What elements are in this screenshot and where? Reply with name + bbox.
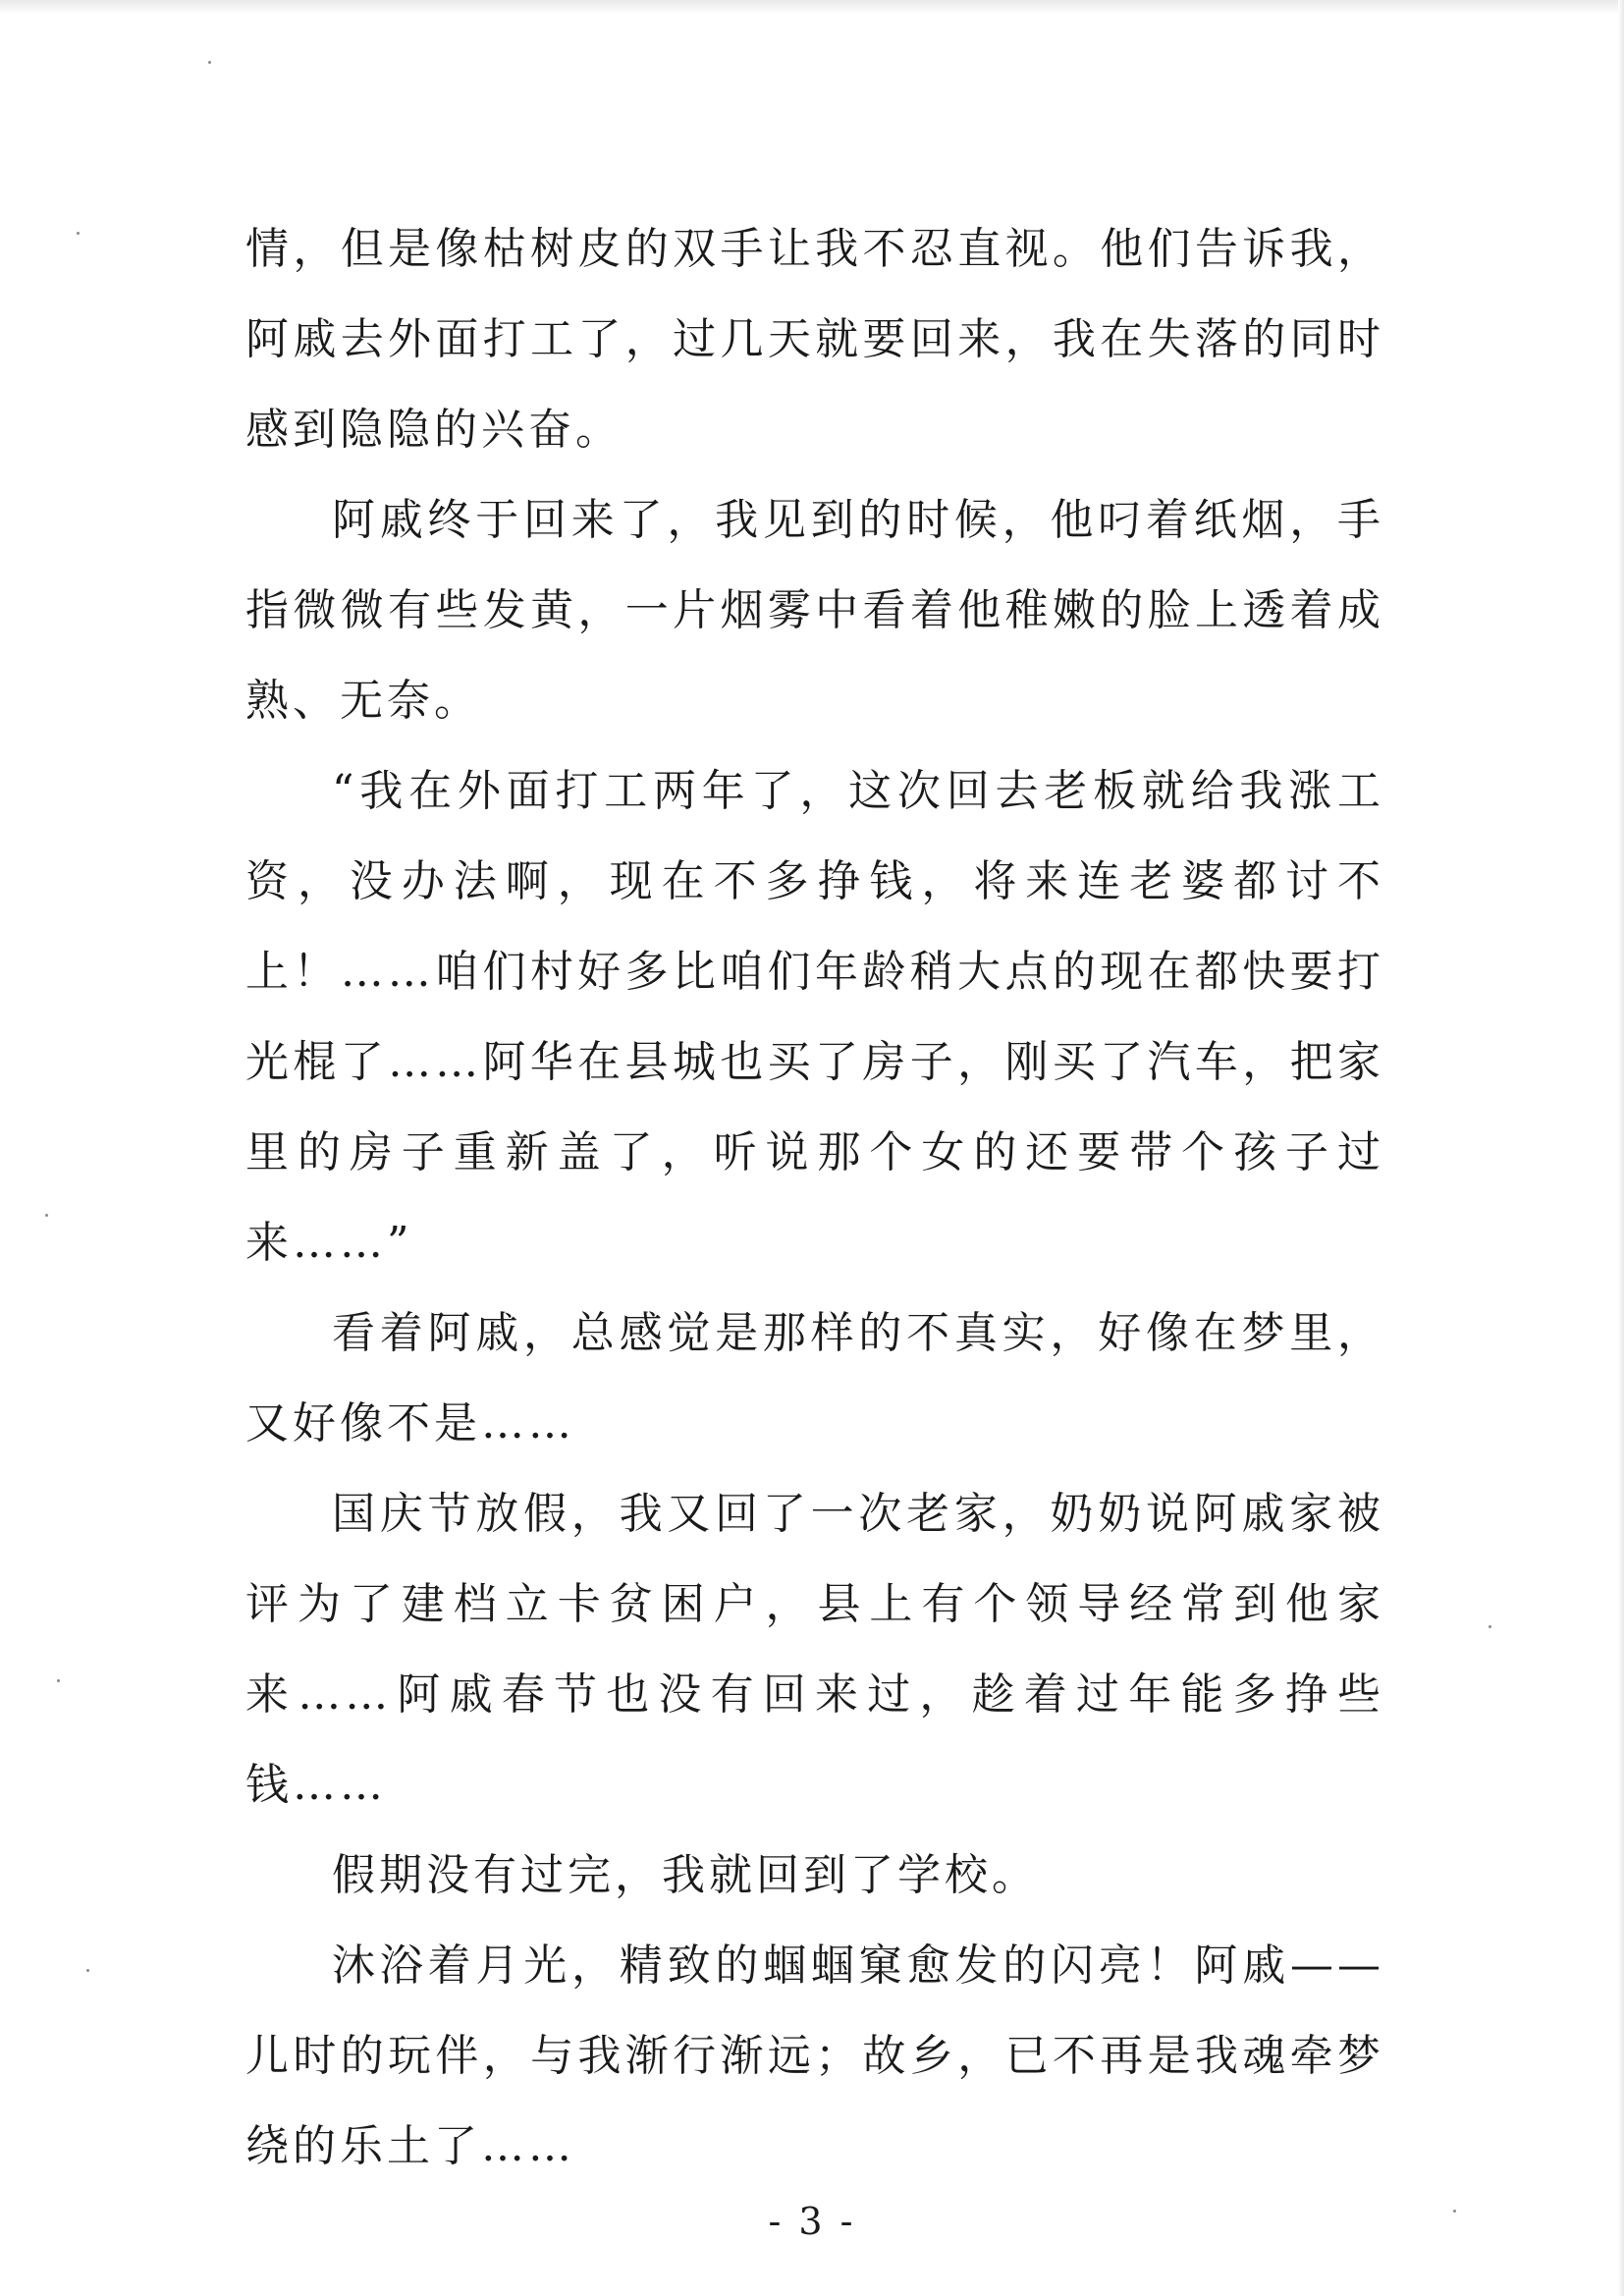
paragraph: 国庆节放假，我又回了一次老家，奶奶说阿戚家被评为了建档立卡贫困户，县上有个领导经常到他家来……阿戚春节也没有回来过，趁着过年能多挣些钱…… <box>245 1489 1384 1810</box>
paragraph: 阿戚终于回来了，我见到的时候，他叼着纸烟，手指微微有些发黄，一片烟雾中看着他稚嫩的脸上透着成熟、无奈。 <box>245 495 1384 726</box>
scan-speck <box>1489 1625 1491 1628</box>
scan-right-edge <box>1618 0 1624 2296</box>
scan-speck <box>77 232 80 235</box>
paragraph: 沐浴着月光，精致的蝈蝈窠愈发的闪亮！阿戚——儿时的玩伴，与我渐行渐远；故乡，已不再是我魂牵梦绕的乐土了…… <box>245 1941 1384 2171</box>
paragraph: 假期没有过完，我就回到了学校。 <box>332 1850 1039 1900</box>
scan-speck <box>45 1214 48 1217</box>
scan-top-edge <box>0 0 1624 14</box>
document-body <box>245 204 1384 2192</box>
paragraph: 看着阿戚，总感觉是那样的不真实，好像在梦里，又好像不是…… <box>245 1308 1384 1449</box>
scan-speck <box>208 61 211 64</box>
scan-speck <box>57 1679 60 1682</box>
paragraph: “我在外面打工两年了，这次回去老板就给我涨工资，没办法啊，现在不多挣钱，将来连老婆都讨不上！……咱们村好多比咱们年龄稍大点的现在都快要打光棍了……阿华在县城也买了房子，刚买了汽车，把家里的房子重新盖了，听说那个女的还要带个孩子过来……” <box>245 766 1384 1268</box>
paragraph: 情，但是像枯树皮的双手让我不忍直视。他们告诉我，阿戚去外面打工了，过几天就要回来，我在失落的同时感到隐隐的兴奋。 <box>245 224 1384 455</box>
scan-speck <box>86 1969 89 1972</box>
page-number: - 3 - <box>768 2200 856 2243</box>
